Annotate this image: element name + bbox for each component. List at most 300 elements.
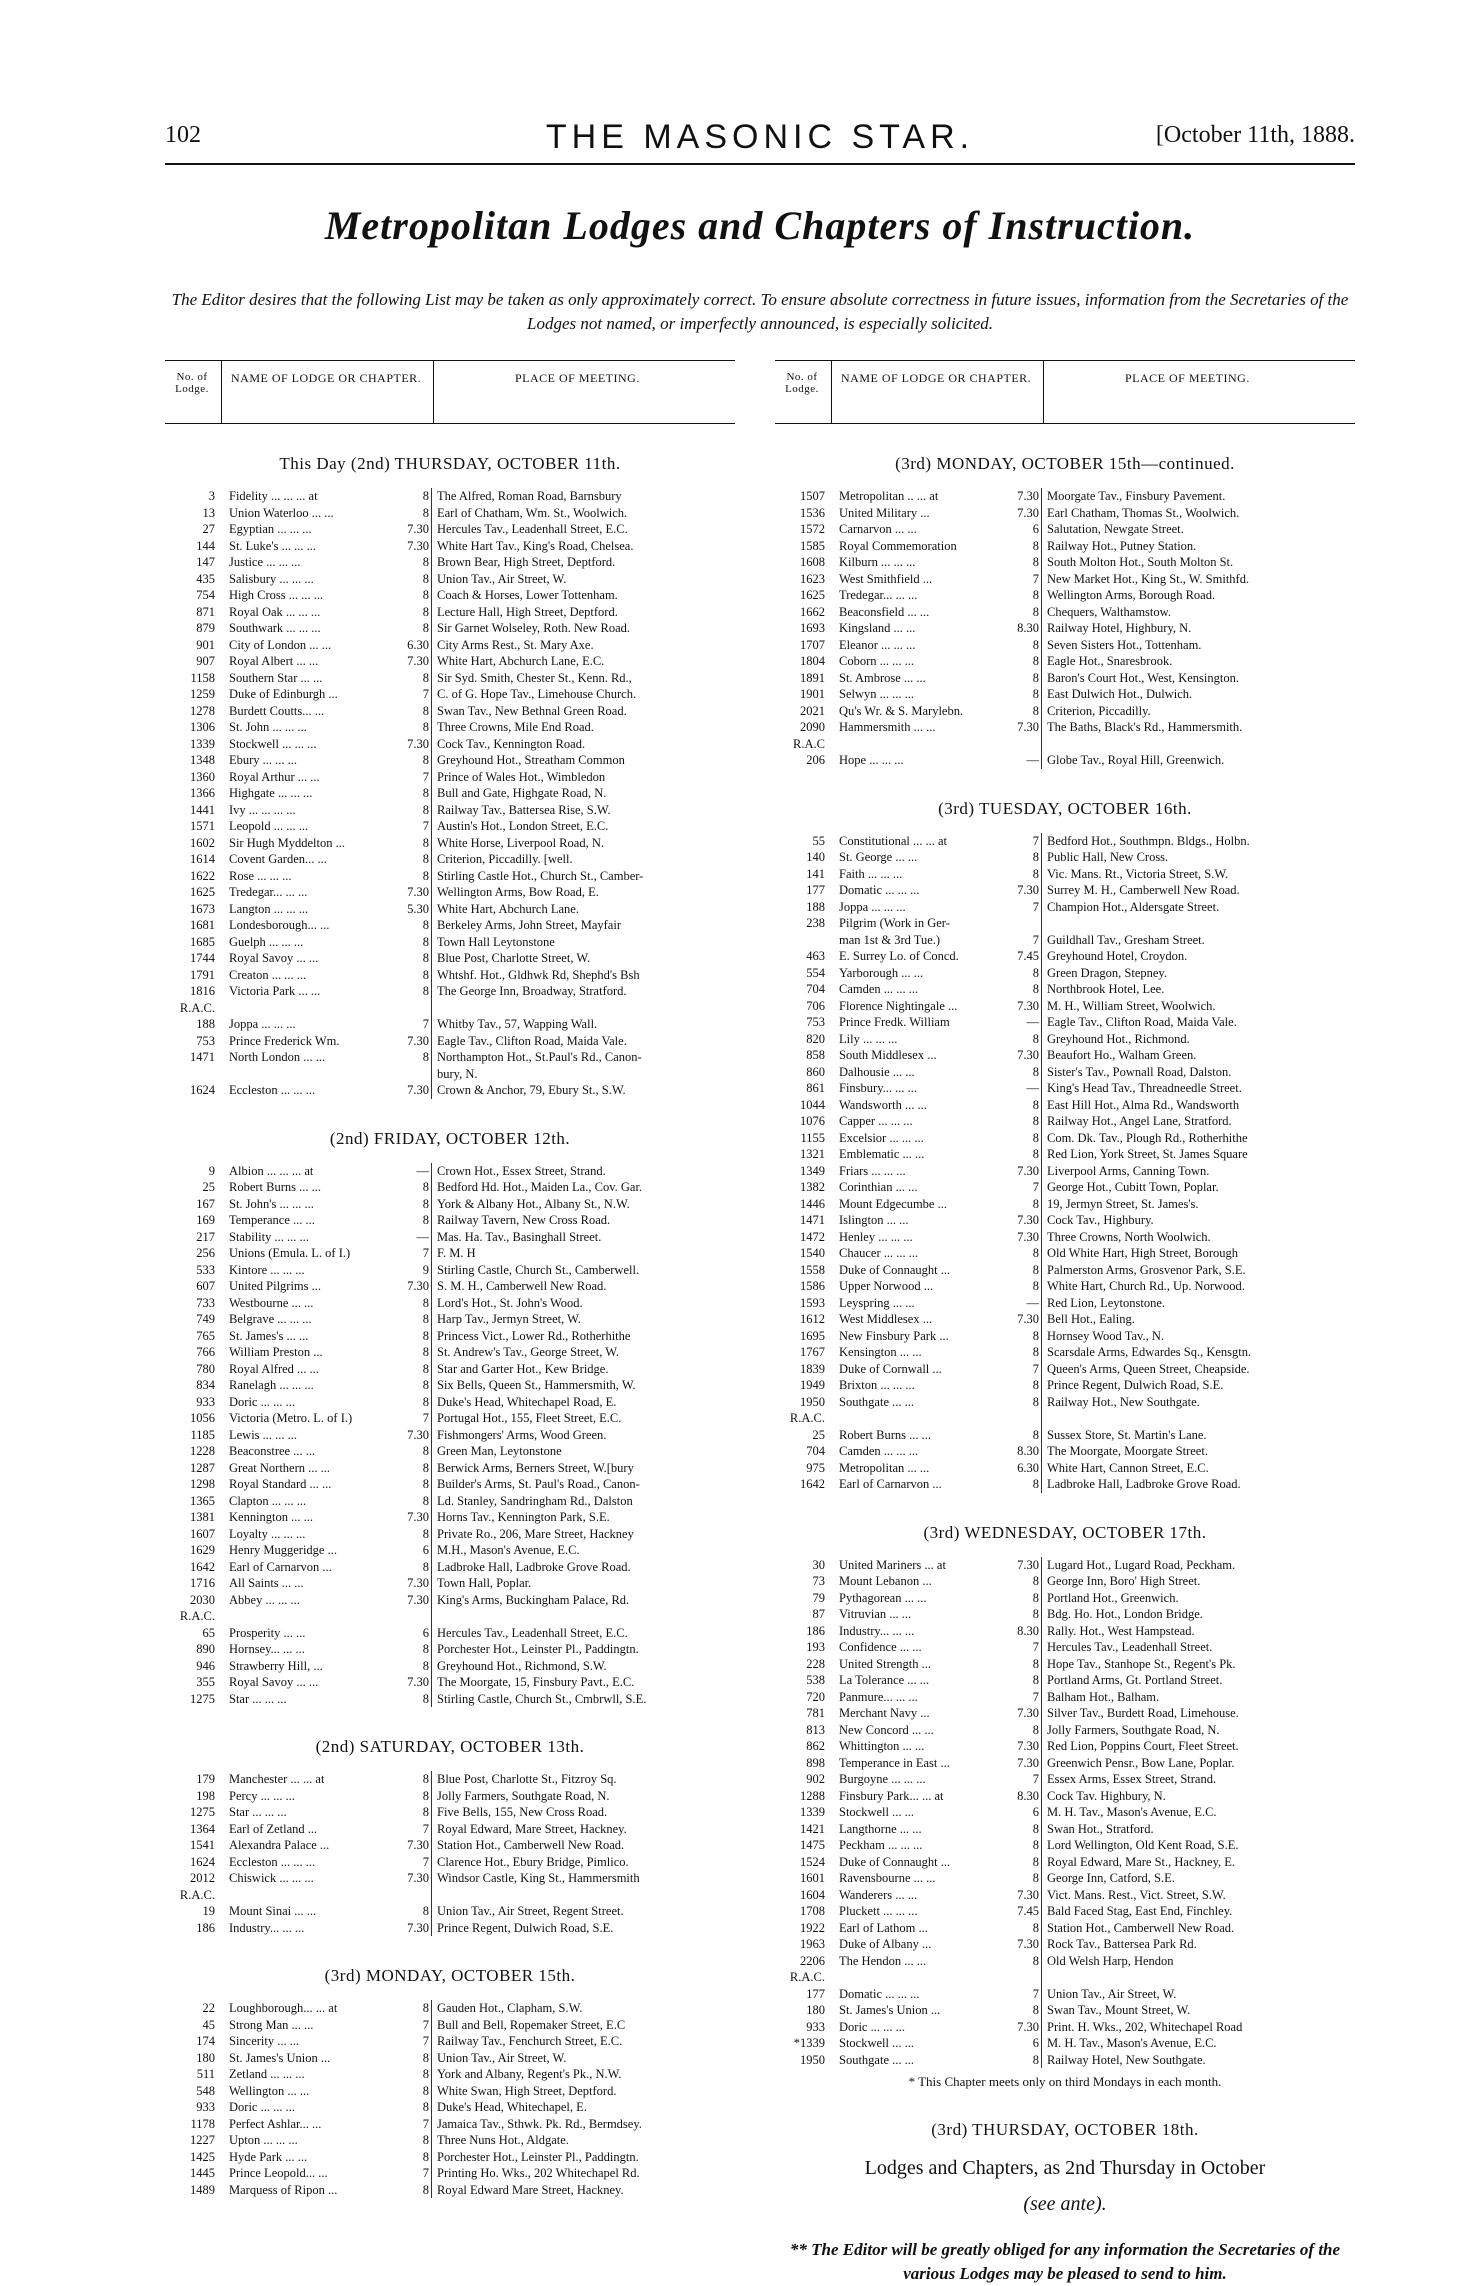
meeting-time: 6 [1032, 2036, 1039, 2050]
lodge-number: 946 [196, 1658, 215, 1673]
meeting-place: Porchester Hot., Leinster Pl., Paddingtn. [437, 2149, 639, 2164]
meeting-time: 8 [1032, 1656, 1039, 1671]
lodge-number: 1622 [190, 868, 215, 883]
column-rule [1041, 1689, 1042, 1706]
meeting-time: 8 [422, 1312, 429, 1326]
column-rule [1041, 915, 1042, 932]
meeting-time: 8 [1032, 1854, 1039, 1869]
lodge-name: man 1st & 3rd Tue.) [839, 932, 941, 947]
meeting-place: King's Arms, Buckingham Palace, Rd. [437, 1592, 630, 1607]
lodge-name: Excelsior ... ... ... [839, 1130, 924, 1145]
column-rule [431, 2066, 432, 2083]
column-rule [431, 1870, 432, 1887]
column-rule [1041, 1573, 1042, 1590]
lodge-name: Royal Alfred ... ... [229, 1361, 319, 1376]
meeting-place: Jolly Farmers, Southgate Road, N. [1047, 1722, 1220, 1737]
lodge-name: Egyptian ... ... ... [229, 522, 312, 536]
meeting-place: Builder's Arms, St. Paul's Road., Canon- [437, 1477, 640, 1491]
column-rule [1041, 1738, 1042, 1755]
lodge-row [775, 1573, 1355, 1590]
lodge-row [165, 505, 735, 522]
lodge-name: Robert Burns ... ... [839, 1427, 932, 1442]
column-rule [1041, 1443, 1042, 1460]
meeting-time: — [416, 1163, 429, 1178]
lodge-row [165, 917, 735, 934]
column-rule [431, 1163, 432, 1180]
meeting-time: 8.30 [1017, 1788, 1039, 1803]
meeting-place: Northbrook Hotel, Lee. [1047, 982, 1165, 996]
lodge-number: 975 [806, 1460, 825, 1475]
meeting-time: 8 [422, 1378, 429, 1392]
lodge-row [165, 686, 735, 703]
lodge-name: Clapton ... ... ... [229, 1493, 307, 1508]
left-sections [165, 454, 735, 2198]
column-rule [1041, 1460, 1042, 1477]
lodge-name: Covent Garden... ... [229, 852, 327, 866]
closing-line-2: (see ante). [1023, 2193, 1107, 2215]
lodge-row [165, 1804, 735, 1821]
lodge-row [775, 1639, 1355, 1656]
meeting-place: Gauden Hot., Clapham, S.W. [437, 2001, 583, 2015]
column-rule [431, 2000, 432, 2017]
lodge-number: 1922 [800, 1920, 825, 1935]
meeting-place: Town Hall, Poplar. [437, 1576, 532, 1590]
lodge-name: United Military ... [839, 505, 930, 520]
lodge-name: Doric ... ... ... [839, 2019, 905, 2034]
lodge-number: 1472 [800, 1229, 825, 1244]
column-rule [431, 802, 432, 819]
meeting-time: 7.30 [1017, 1937, 1039, 1951]
column-rule [1041, 1623, 1042, 1640]
meeting-place: Ladbroke Hall, Ladbroke Grove Road. [1047, 1477, 1241, 1491]
lodge-row [165, 1625, 735, 1642]
lodge-number: 753 [196, 1033, 215, 1048]
column-rule [431, 1344, 432, 1361]
lodge-row [775, 998, 1355, 1015]
meeting-time: 8 [1032, 965, 1039, 980]
editor-note: The Editor desires that the following List may be taken as only approximately correct. To ensure absolute correctness in future issues, information from the Secretaries of the Lodges not named, or imperfectly announced, is especially solicited. [171, 290, 1349, 333]
column-rule [431, 1509, 432, 1526]
meeting-place: M. H., William Street, Woolwich. [1047, 998, 1216, 1013]
lodge-number: 1604 [800, 1887, 825, 1902]
meeting-time: 7.30 [1017, 1048, 1039, 1062]
meeting-time: 8.30 [1017, 1623, 1039, 1638]
meeting-time: 8 [422, 2001, 429, 2015]
lodge-name: Stability ... ... ... [229, 1229, 309, 1244]
meeting-time: 8 [422, 934, 429, 949]
lodge-name: Strong Man ... ... [229, 2017, 314, 2032]
lodge-row [165, 1196, 735, 1213]
meeting-time: 8 [422, 2050, 429, 2065]
meeting-place: St. Andrew's Tav., George Street, W. [437, 1345, 620, 1359]
lodge-number: 25 [202, 1180, 215, 1194]
lodge-name: City of London ... ... [229, 637, 332, 652]
lodge-number: 45 [202, 2017, 215, 2032]
lodge-name: Wanderers ... ... [839, 1887, 918, 1902]
lodge-row [165, 1559, 735, 1576]
lodge-row [165, 1788, 735, 1805]
lodge-row [775, 833, 1355, 850]
lodge-number: 174 [196, 2034, 215, 2048]
lodge-number: 144 [196, 538, 215, 553]
lodge-number: 1695 [800, 1328, 825, 1343]
column-rule [431, 1674, 432, 1691]
meeting-place: Railway Hot., New Southgate. [1047, 1394, 1200, 1409]
lodge-number: 1044 [800, 1097, 825, 1112]
lodge-number: 180 [806, 2003, 825, 2017]
column-rule [1041, 604, 1042, 621]
lodge-row [775, 1311, 1355, 1328]
meeting-time: 8 [422, 571, 429, 586]
lodge-row [165, 2083, 735, 2100]
lodge-name: Islington ... ... [839, 1213, 909, 1227]
section-heading: (2nd) SATURDAY, OCTOBER 13th. [315, 1737, 585, 1756]
meeting-time: 8 [422, 555, 429, 569]
lodge-number: 720 [806, 1689, 825, 1704]
column-rule [431, 736, 432, 753]
lodge-row [775, 1476, 1355, 1493]
lodge-number: 1287 [190, 1460, 215, 1475]
meeting-place: Com. Dk. Tav., Plough Rd., Rotherhithe [1047, 1130, 1248, 1145]
column-rule [431, 1658, 432, 1675]
column-rule [431, 934, 432, 951]
column-rule [1041, 736, 1042, 753]
meeting-time: 8 [422, 489, 429, 503]
lodge-name: The Hendon ... ... [839, 1953, 927, 1968]
lodge-number: 765 [196, 1328, 215, 1343]
column-rule [1041, 703, 1042, 720]
lodge-row [165, 1163, 735, 1180]
meeting-place: Railway Tav., Fenchurch Street, E.C. [437, 2034, 623, 2048]
lodge-name: Capper ... ... ... [839, 1114, 913, 1128]
column-rule [431, 1212, 432, 1229]
meeting-time: 6 [1032, 1805, 1039, 1819]
lodge-number: 1963 [800, 1937, 825, 1951]
meeting-place: Railway Tavern, New Cross Road. [437, 1213, 611, 1227]
lodge-number: 1178 [190, 2116, 215, 2131]
lodge-row [775, 1788, 1355, 1805]
lodge-name: Sincerity ... ... [229, 2034, 300, 2048]
lodge-row [775, 1854, 1355, 1871]
meeting-time: 8 [422, 505, 429, 520]
lodge-number: 902 [806, 1772, 825, 1786]
column-rule [431, 1245, 432, 1262]
meeting-place: Berwick Arms, Berners Street, W.[bury [437, 1460, 634, 1475]
column-rule [431, 1460, 432, 1477]
meeting-time: 7.30 [1017, 883, 1039, 897]
lodge-row [165, 2165, 735, 2182]
lodge-name: Royal Savoy ... ... [229, 1675, 319, 1689]
lodge-name: Prince Leopold... ... [229, 2166, 328, 2180]
meeting-time: 8 [422, 703, 429, 718]
meeting-time: 8 [422, 720, 429, 734]
meeting-place: Greenwich Pensr., Bow Lane, Poplar. [1047, 1755, 1235, 1770]
lodge-row [775, 1804, 1355, 1821]
publication-title: THE MASONIC STAR. [545, 118, 975, 156]
column-rule [431, 1229, 432, 1246]
lodge-number: 548 [196, 2083, 215, 2098]
meeting-time: 8 [1032, 1345, 1039, 1359]
lodge-number: 1076 [800, 1114, 825, 1128]
lodge-name: Wandsworth ... ... [839, 1097, 927, 1112]
meeting-time: 8 [422, 1788, 429, 1803]
meeting-time: 7.30 [1017, 505, 1039, 520]
column-rule [431, 538, 432, 555]
lodge-name: Perfect Ashlar... ... [229, 2116, 322, 2131]
lodge-row [165, 1082, 735, 1099]
lodge-number: 1366 [190, 786, 215, 800]
lodge-name: Prosperity ... ... [229, 1625, 306, 1640]
lodge-row [165, 1476, 735, 1493]
column-rule [1041, 1821, 1042, 1838]
meeting-place: Lord Wellington, Old Kent Road, S.E. [1047, 1838, 1239, 1852]
column-rule [431, 1903, 432, 1920]
meeting-time: 7 [1032, 1640, 1039, 1654]
lodge-row [165, 2132, 735, 2149]
lodge-number: 1642 [800, 1477, 825, 1491]
column-rule [431, 2116, 432, 2133]
meeting-time: 8 [422, 1213, 429, 1227]
column-rule [431, 1592, 432, 1609]
meeting-time: 8 [1032, 1114, 1039, 1128]
right-column-header [775, 360, 1355, 424]
lodge-number: 55 [812, 833, 825, 848]
meeting-place: Royal Edward, Mare Street, Hackney. [437, 1821, 627, 1836]
meeting-place: Cock Tav. Highbury, N. [1047, 1788, 1166, 1803]
lodge-number: R.A.C. [789, 1411, 825, 1425]
meeting-place: Queen's Arms, Queen Street, Cheapside. [1047, 1361, 1250, 1376]
lodge-name: Carnarvon ... ... [839, 522, 917, 536]
meeting-time: 7.30 [1017, 1213, 1039, 1227]
lodge-row [165, 1493, 735, 1510]
meeting-place: Champion Hot., Aldersgate Street. [1047, 899, 1220, 914]
lodge-name: Earl of Zetland ... [229, 1821, 318, 1836]
lodge-row [165, 1903, 735, 1920]
lodge-number: 933 [196, 1394, 215, 1409]
lodge-row [775, 1212, 1355, 1229]
lodge-name: St. Luke's ... ... ... [229, 538, 316, 553]
lodge-name: Camden ... ... ... [839, 982, 919, 996]
lodge-name: Southern Star ... ... [229, 670, 323, 685]
meeting-time: 8 [1032, 1147, 1039, 1161]
column-rule [431, 769, 432, 786]
meeting-place: Blue Post, Charlotte St., Fitzroy Sq. [437, 1772, 617, 1786]
meeting-time: 7.30 [407, 1033, 429, 1048]
meeting-time: 8 [1032, 1590, 1039, 1605]
col-header-name-right: NAME OF LODGE OR CHAPTER. [841, 371, 1032, 385]
meeting-time: 8 [1032, 1097, 1039, 1112]
lodge-number: 1586 [800, 1279, 825, 1293]
meeting-time: 7.30 [1017, 1163, 1039, 1178]
column-rule [431, 950, 432, 967]
meeting-place: Railway Hotel, New Southgate. [1047, 2052, 1206, 2067]
lodge-name: Loughborough... ... at [229, 2001, 338, 2015]
lodge-number: 1339 [190, 736, 215, 751]
column-rule [431, 1821, 432, 1838]
meeting-time: 8 [422, 1444, 429, 1458]
meeting-place: Portland Hot., Greenwich. [1047, 1590, 1179, 1605]
lodge-number: 206 [806, 753, 825, 767]
meeting-time: 8 [422, 1559, 429, 1574]
lodge-name: Finsbury... ... ... [839, 1081, 918, 1095]
column-rule [431, 1887, 432, 1904]
lodge-number: 2090 [800, 720, 825, 734]
meeting-place: Swan Tav., New Bethnal Green Road. [437, 703, 627, 718]
meeting-place: Sir Syd. Smith, Chester St., Kenn. Rd., [437, 670, 632, 685]
column-rule [431, 851, 432, 868]
lodge-row [775, 1262, 1355, 1279]
lodge-number: 1791 [190, 967, 215, 982]
meeting-time: 8 [1032, 1279, 1039, 1293]
lodge-row [165, 2050, 735, 2067]
lodge-row [165, 670, 735, 687]
lodge-number: 704 [806, 982, 825, 996]
meeting-time: 9 [422, 1262, 429, 1277]
lodge-number: 3 [208, 489, 215, 503]
meeting-place: Whitby Tav., 57, Wapping Wall. [437, 1017, 598, 1031]
meeting-place: Union Tav., Air Street, Regent Street. [437, 1904, 624, 1918]
meeting-time: 7.30 [407, 1675, 429, 1689]
column-rule [431, 1000, 432, 1017]
column-rule [431, 587, 432, 604]
column-rule [431, 2050, 432, 2067]
lodge-name: Unions (Emula. L. of I.) [229, 1246, 351, 1260]
column-rule [431, 1394, 432, 1411]
lodge-row [165, 1771, 735, 1788]
meeting-time: 7 [422, 819, 429, 833]
lodge-row [775, 965, 1355, 982]
meeting-place: Bull and Gate, Highgate Road, N. [437, 786, 607, 800]
lodge-number: 554 [806, 965, 825, 980]
lodge-row [165, 1920, 735, 1937]
lodge-number: 766 [196, 1345, 215, 1359]
lodge-name: Royal Standard ... ... [229, 1477, 332, 1491]
lodge-number: 1540 [800, 1246, 825, 1260]
lodge-name: Ebury ... ... ... [229, 753, 298, 767]
lodge-name: Emblematic ... ... [839, 1147, 925, 1161]
lodge-name: Burdett Coutts... ... [229, 703, 325, 718]
lodge-row [165, 1344, 735, 1361]
lodge-name: Sir Hugh Myddelton ... [229, 835, 345, 850]
column-rule [431, 653, 432, 670]
lodge-row [775, 1196, 1355, 1213]
column-rule [1041, 1229, 1042, 1246]
lodge-number: 704 [806, 1444, 825, 1458]
meeting-time: 8 [422, 1904, 429, 1918]
lodge-row [165, 1542, 735, 1559]
lodge-name: E. Surrey Lo. of Concd. [839, 949, 959, 963]
meeting-time: 6.30 [407, 637, 429, 652]
header-rule [165, 163, 1355, 165]
lodge-number: 1572 [800, 522, 825, 536]
meeting-place: White Hart Tav., King's Road, Chelsea. [437, 538, 634, 553]
lodge-number: 1571 [190, 819, 215, 833]
meeting-place: The George Inn, Broadway, Stratford. [437, 984, 627, 998]
meeting-time: 8 [1032, 1607, 1039, 1621]
lodge-row [775, 1887, 1355, 1904]
meeting-time: 7.30 [407, 1838, 429, 1852]
column-rule [1041, 1705, 1042, 1722]
meeting-place: Austin's Hot., London Street, E.C. [437, 819, 609, 833]
meeting-place: Surrey M. H., Camberwell New Road. [1047, 883, 1240, 897]
lodge-number: 781 [806, 1706, 825, 1720]
column-rule [1041, 1788, 1042, 1805]
lodge-row [775, 1146, 1355, 1163]
lodge-number: 1298 [190, 1477, 215, 1491]
lodge-number: 2030 [190, 1592, 215, 1607]
column-rule [431, 604, 432, 621]
lodge-name: Upper Norwood ... [839, 1279, 934, 1293]
meeting-time: — [1026, 1015, 1039, 1029]
meeting-time: 7 [422, 1246, 429, 1260]
lodge-name: La Tolerance ... ... [839, 1673, 930, 1687]
column-rule [1041, 1590, 1042, 1607]
column-rule [1041, 1986, 1042, 2003]
lodge-name: Brixton ... ... ... [839, 1378, 915, 1392]
lodge-number: 1642 [190, 1559, 215, 1574]
lodge-list [165, 1771, 735, 1936]
lodge-number: 1685 [190, 934, 215, 949]
meeting-time: 8 [422, 1361, 429, 1376]
lodge-number: 1585 [800, 538, 825, 553]
meeting-place: Bedford Hot., Southmpn. Bldgs., Holbn. [1047, 833, 1250, 848]
meeting-time: 8 [422, 1460, 429, 1475]
column-rule [431, 1804, 432, 1821]
lodge-name: Peckham ... ... ... [839, 1838, 923, 1852]
meeting-place: Red Lion, Leytonstone. [1047, 1295, 1166, 1310]
lodge-row [165, 1033, 735, 1050]
meeting-place: Red Lion, Poppins Court, Fleet Street. [1047, 1739, 1239, 1753]
meeting-time: 8 [422, 1180, 429, 1194]
lodge-name: Metropolitan ... ... [839, 1460, 930, 1475]
lodge-number: 1625 [800, 588, 825, 602]
lodge-name: Leopold ... ... ... [229, 819, 309, 833]
meeting-time: 8 [422, 918, 429, 932]
lodge-number: 1601 [800, 1871, 825, 1885]
lodge-name: Ranelagh ... ... ... [229, 1378, 314, 1392]
lodge-number: 1681 [190, 918, 215, 932]
lodge-name: Dalhousie ... ... [839, 1064, 915, 1079]
lodge-row [165, 554, 735, 571]
meeting-place: Stirling Castle Hot., Church St., Camber- [437, 868, 644, 883]
meeting-place: Hercules Tav., Leadenhall Street. [1047, 1640, 1213, 1654]
column-rule [431, 1361, 432, 1378]
meeting-time: 8 [422, 1477, 429, 1491]
meeting-place: Bedford Hd. Hot., Maiden La., Cov. Gar. [437, 1180, 643, 1194]
lodge-number: 907 [196, 654, 215, 668]
column-rule [1041, 849, 1042, 866]
meeting-time: 8 [422, 588, 429, 602]
lodge-row [775, 1771, 1355, 1788]
meeting-time: 7.30 [407, 1510, 429, 1524]
meeting-time: 7 [422, 1017, 429, 1031]
column-rule [1041, 620, 1042, 637]
meeting-place: Cock Tav., Kennington Road. [437, 736, 586, 751]
lodge-row [775, 1623, 1355, 1640]
lodge-name: Pilgrim (Work in Ger- [839, 916, 950, 930]
lodge-row [165, 901, 735, 918]
lodge-number: 898 [806, 1755, 825, 1770]
meeting-place: Seven Sisters Hot., Tottenham. [1047, 637, 1202, 652]
lodge-name: Qu's Wr. & S. Marylebn. [839, 703, 964, 718]
issue-date: [October 11th, 1888. [1155, 122, 1355, 148]
lodge-number: 25 [812, 1427, 825, 1442]
column-rule [1041, 1278, 1042, 1295]
lodge-number: 217 [196, 1229, 215, 1244]
meeting-time: 8 [422, 1526, 429, 1541]
lodge-row [775, 1738, 1355, 1755]
column-rule [1041, 1014, 1042, 1031]
